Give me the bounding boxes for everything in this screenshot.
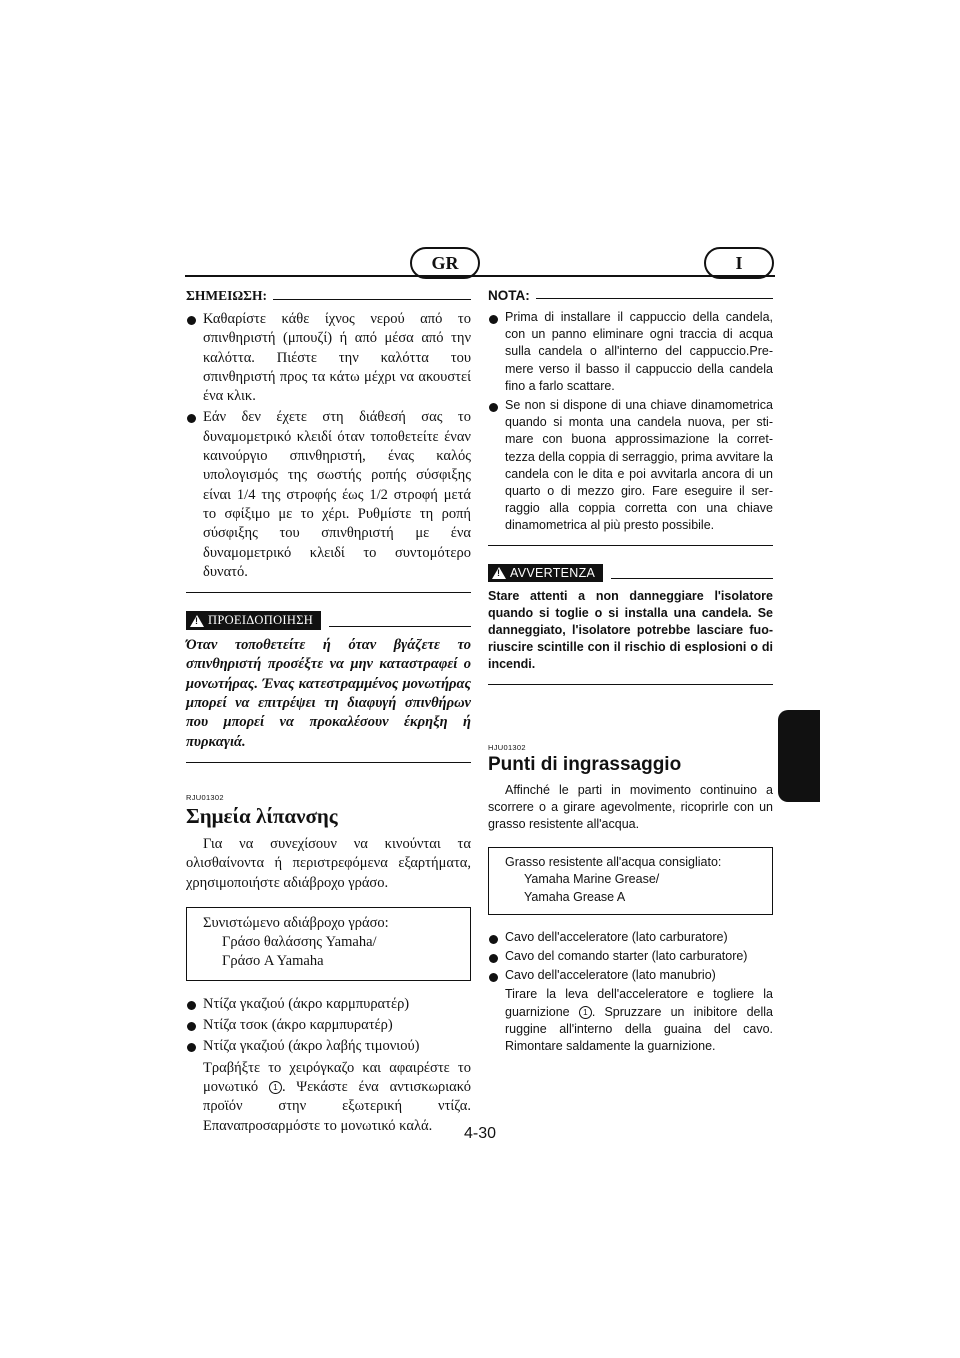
box-title: Συνιστώμενο αδιάβροχο γράσο: [203, 914, 389, 931]
warning-text: Stare attenti a non danneggiare l'isolatore quando si toglie o si installa una candela. Se danneggiato, l'isolatore potrebbe lasciare fuo-riuscire scintille con il rischio di esplosioni o di incendi. [488, 588, 773, 672]
lube-point-list [186, 995, 471, 1057]
page-number: 4-30 [463, 1125, 497, 1142]
section-intro: Affinché le parti in movimento continuino a scorrere o a girare agevolmente, ricoprirle con un grasso resistente all'acqua. [488, 782, 773, 832]
note-item: Εάν δεν έχετε στη διάθεσή σας το δυναμομετρικό κλειδί όταν τοποθετείτε έναν καινούργιο σπινθηριστή, ένας καλός υπολογισμός της σωστής ροπής σύσφιξης είναι 1/4 της στροφής έως 1/2 στροφή μετά το σφίξιμο με το χέρι. Ρυθμίστε τη ροπή σύσφιξης του σπινθηριστή με ένα δυναμομετρικό κλειδί το συντομότερο δυνατό. [186, 408, 471, 582]
warning-label: AVVERTENZA [510, 565, 596, 580]
box-title: Grasso resistente all'acqua consigliato: [505, 855, 722, 870]
callout-number: 1 [269, 1081, 282, 1094]
divider [186, 762, 471, 763]
note-title: ΣΗΜΕΙΩΣΗ: [186, 288, 267, 303]
warning-text: Όταν τοποθετείτε ή όταν βγάζετε το σπινθηριστή προσέξτε να μην καταστραφεί ο μονωτήρας. Ένας κατεστραμμένος μονωτήρας μπορεί να επιτρέψει τη διαφυγή σπινθήρων που μπορεί να προκαλέσουν έκρηξη ή πυρκαγιά. [186, 637, 471, 750]
warning-heading [186, 611, 471, 630]
warning-label: ΠΡΟΕΙΔΟΠΟΙΗΣΗ [208, 613, 314, 628]
greek-column [186, 288, 471, 1136]
box-line: Γράσο A Yamaha [222, 953, 324, 970]
warning-triangle-icon [190, 615, 204, 627]
warning-heading [488, 564, 773, 582]
note-item: Καθαρίστε κάθε ίχνος νερού από το σπινθηριστή (μπουζί) ή από μέσα από την καλόττα. Πιέστε την καλόττα του σπινθηριστή προς τα κάτω μέχρι να ακουστεί ένα κλικ. [186, 310, 471, 406]
note-rule [273, 299, 471, 300]
lube-point: Cavo dell'acceleratore (lato carburatore) [488, 929, 773, 946]
instruction-pre: Tirare la leva dell'acceleratore e togliere la guarnizione [505, 987, 773, 1019]
note-item: Prima di installare il cappuccio della candela, con un panno eliminare ogni traccia di acqua sulla candela o all'interno del cappuccio.Pre-mere verso il basso il cappuccio della candela fino a farlo scattare. [488, 309, 773, 395]
instruction-text [488, 986, 773, 1055]
lube-point: Ντίζα γκαζιού (άκρο καρμπυρατέρ) [186, 995, 471, 1014]
note-heading [488, 288, 773, 303]
lube-point: Cavo del comando starter (lato carburatore) [488, 948, 773, 965]
header-rule [185, 275, 775, 277]
note-list [186, 310, 471, 582]
callout-number: 1 [579, 1006, 592, 1019]
lube-point: Ντίζα γκαζιού (άκρο λαβής τιμονιού) [186, 1037, 471, 1056]
warning-badge [488, 564, 603, 582]
note-heading [186, 288, 471, 304]
note-list [488, 309, 773, 535]
note-rule [536, 298, 773, 299]
lube-point-list [488, 929, 773, 985]
divider [488, 684, 773, 685]
instruction-post: . Ψεκάστε ένα αντισκωριακό προϊόν στην εξωτερική ντίζα. Επαναπροσαρμόστε το μονωτικό καλά. [203, 1078, 471, 1134]
instruction-post: . Spruzzare un inibitore della ruggine all'interno della guaina del cavo. Rimontare saldamente la guarnizione. [505, 1004, 773, 1054]
box-line: Γράσο θαλάσσης Yamaha/ [222, 934, 377, 951]
grease-spec-box [186, 907, 471, 981]
section-title: Punti di ingrassaggio [488, 753, 682, 775]
warning-triangle-icon [492, 567, 506, 579]
warning-rule [611, 578, 773, 579]
section-code: HJU01302 [488, 742, 526, 752]
note-item: Se non si dispone di una chiave dinamometrica quando si monta una candela nuova, per sti-mare con buona approssimazione la corret-tezza della coppia di serraggio, prima avvitare la candela con le dita e poi avvitarla ancora di un quarto o di mezzo giro. Fare eseguire il ser-raggio alla coppia corretta con una chiave dinamometrica al più presto possibile. [488, 397, 773, 535]
section-intro: Για να συνεχίσουν να κινούνται τα ολισθαίνοντα ή περιστρεφόμενα εξαρτήματα, χρησιμοποιήστε αδιάβροχο γράσο. [186, 835, 471, 891]
instruction-pre: Τραβήξτε το χειρόγκαζο και αφαιρέστε το μονωτικό [203, 1059, 471, 1095]
lube-point: Cavo dell'acceleratore (lato manubrio) [488, 967, 773, 984]
divider [186, 592, 471, 593]
language-badge-greek: GR [410, 247, 480, 279]
section-title: Σημεία λίπανσης [186, 803, 338, 828]
divider [488, 545, 773, 546]
box-line: Yamaha Grease A [524, 889, 626, 904]
warning-badge [186, 611, 321, 630]
box-line: Yamaha Marine Grease/ [524, 872, 660, 887]
italian-column [488, 288, 773, 1055]
lube-point: Ντίζα τσοκ (άκρο καρμπυρατέρ) [186, 1016, 471, 1035]
language-badge-italian: I [704, 247, 774, 279]
chapter-tab [778, 710, 820, 802]
warning-rule [329, 626, 471, 627]
grease-spec-box [488, 847, 773, 915]
section-code: RJU01302 [186, 792, 224, 802]
note-title: NOTA: [488, 288, 530, 303]
